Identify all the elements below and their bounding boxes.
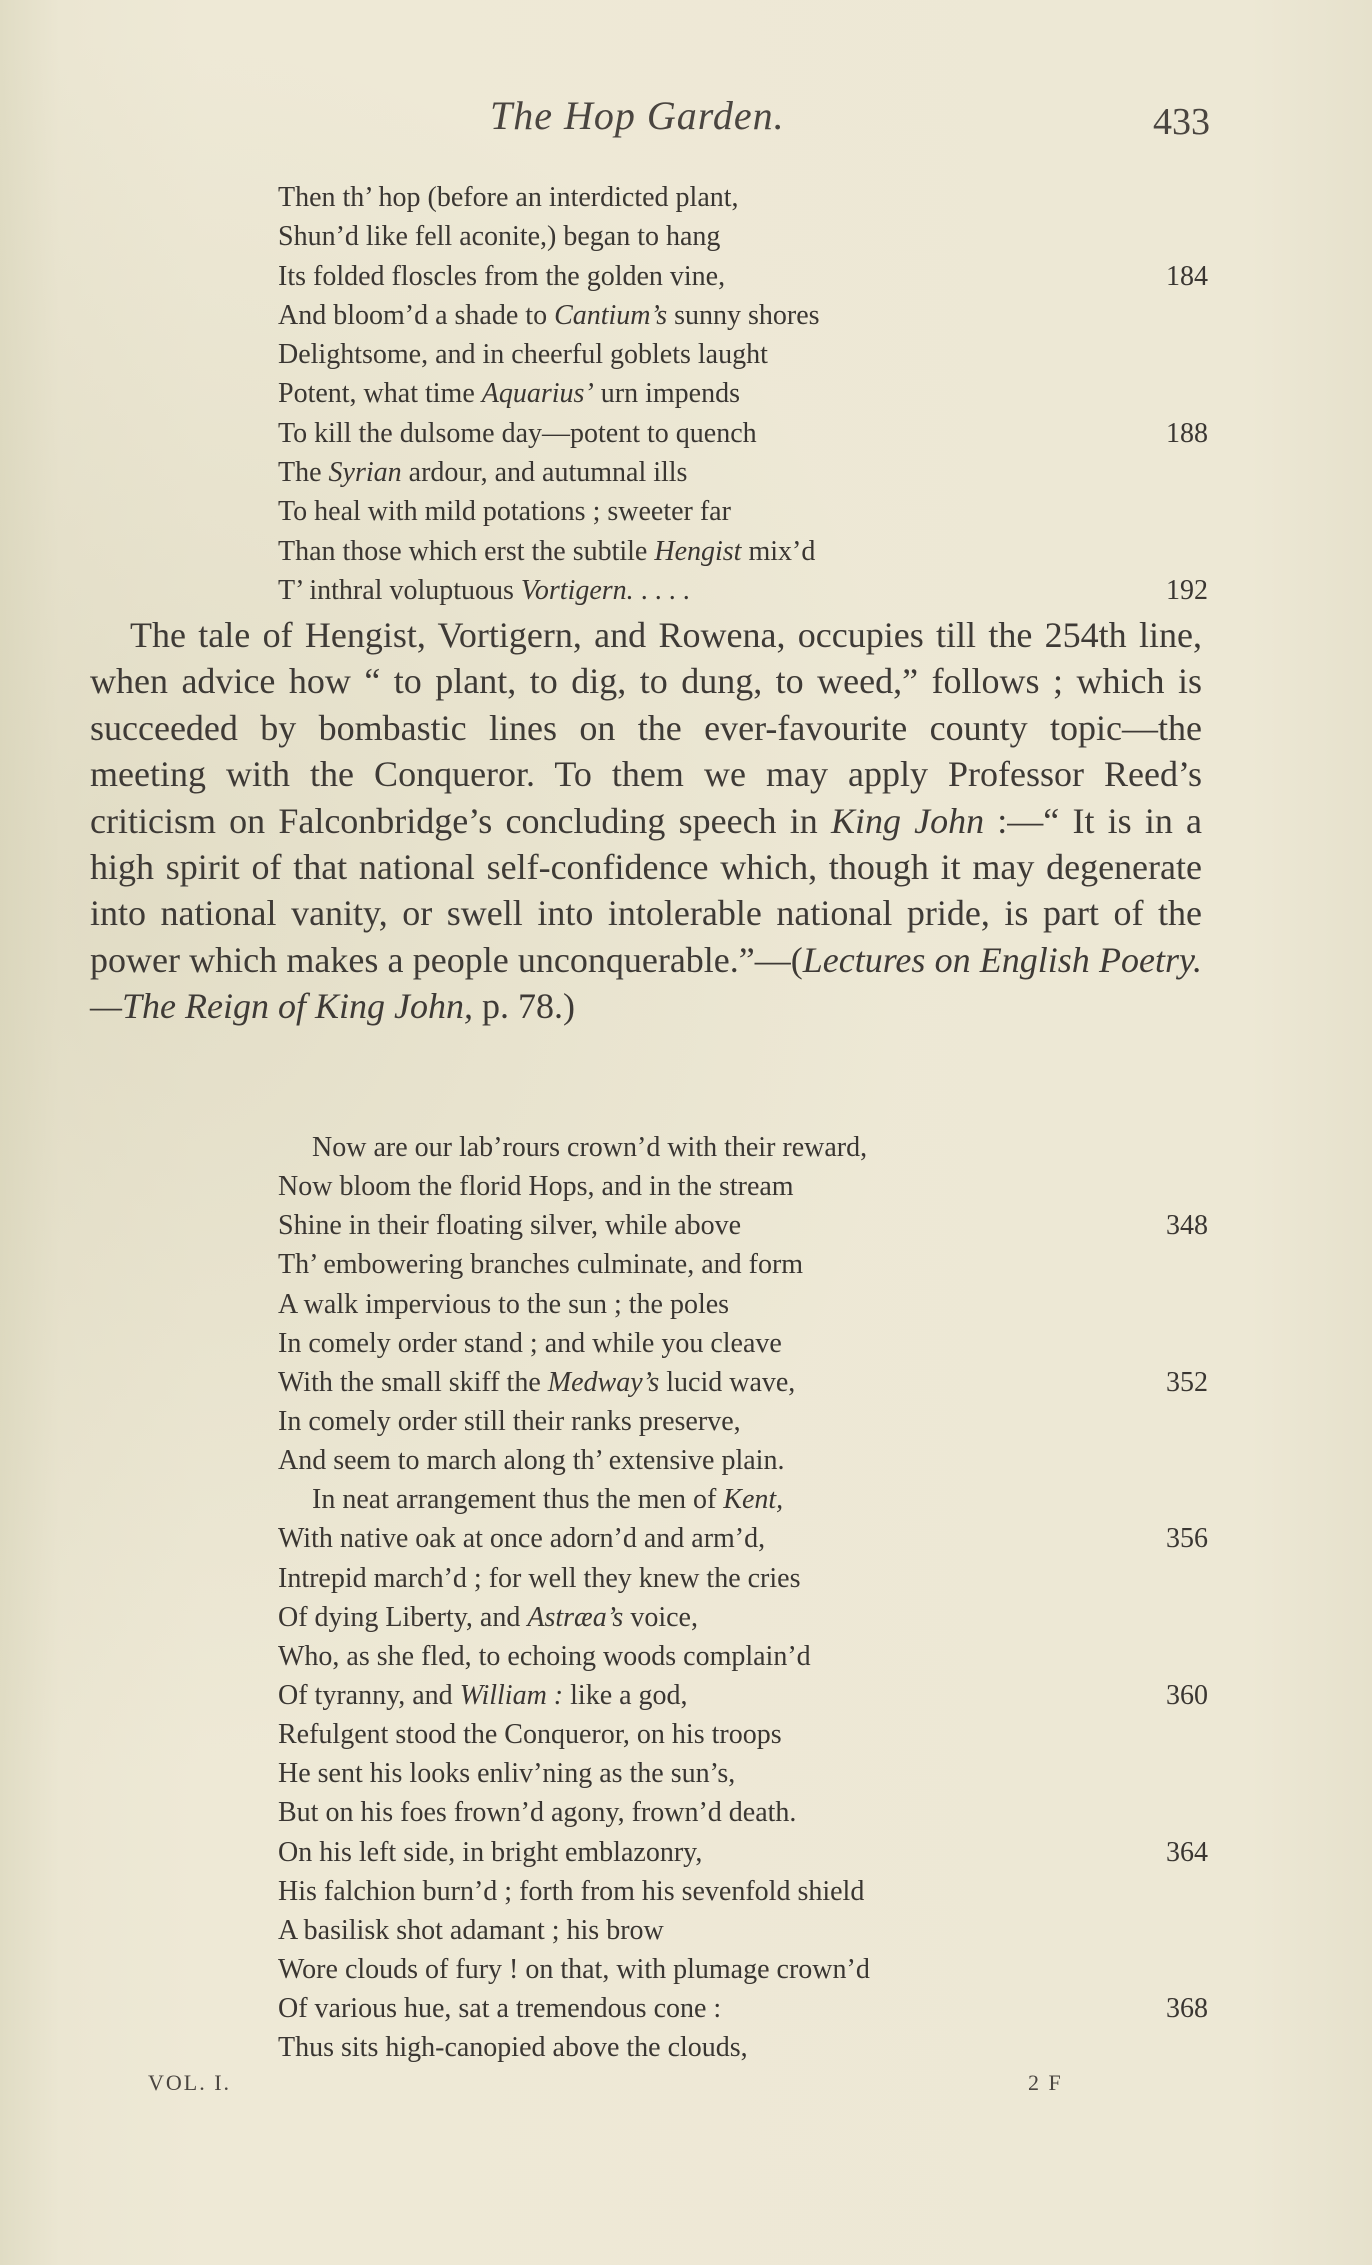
verse-line bbox=[278, 217, 1208, 256]
prose-text-part-1: The tale of Hengist, Vortigern, and Rowena, occupies till the 254th line, when advice how “ to plant, to dig, to dung, to weed,” follows ; which is succeeded by bombastic lines on the ever-favourite county topic—the meeting with the Conqueror. To them we may apply Professor Reed’s criticism on Falconbridge’s concluding speech in bbox=[90, 615, 1202, 841]
verse-line bbox=[278, 1324, 1208, 1363]
running-title: The Hop Garden. bbox=[490, 93, 785, 138]
verse-text: In comely order still their ranks preserve, bbox=[278, 1405, 741, 1437]
verse-line bbox=[278, 571, 1208, 610]
verse-text: In neat arrangement thus the men of bbox=[312, 1484, 724, 1516]
line-number: 352 bbox=[1166, 1366, 1208, 1398]
verse-text-after: sunny shores bbox=[667, 299, 820, 331]
verse-italic-name: William : bbox=[459, 1679, 564, 1711]
verse-text: His falchion burn’d ; forth from his sevenfold shield bbox=[278, 1875, 865, 1907]
verse-line bbox=[278, 1206, 1208, 1245]
line-number: 368 bbox=[1166, 1993, 1208, 2025]
verse-text: Wore clouds of fury ! on that, with plumage crown’d bbox=[278, 1953, 870, 1985]
verse-line bbox=[278, 1285, 1208, 1324]
verse-text: To kill the dulsome day—potent to quench bbox=[278, 417, 757, 449]
verse-text: Shine in their floating silver, while above bbox=[278, 1210, 742, 1242]
verse-text: On his left side, in bright emblazonry, bbox=[278, 1836, 703, 1868]
verse-line bbox=[278, 1754, 1208, 1793]
verse-line bbox=[278, 1245, 1208, 1284]
line-number: 360 bbox=[1166, 1679, 1208, 1711]
verse-italic-name: Hengist bbox=[654, 535, 742, 567]
verse-line bbox=[278, 492, 1208, 531]
verse-line bbox=[278, 1637, 1208, 1676]
verse-text: The bbox=[278, 457, 329, 489]
verse-text: Potent, what time bbox=[278, 378, 482, 410]
verse-text: With the small skiff the bbox=[278, 1366, 548, 1398]
verse-text: Shun’d like fell aconite,) began to hang bbox=[278, 221, 721, 253]
verse-italic-name: Syrian bbox=[328, 457, 402, 489]
verse-text: Of dying Liberty, and bbox=[278, 1601, 528, 1633]
verse-line bbox=[278, 2028, 1208, 2067]
verse-line bbox=[278, 1676, 1208, 1715]
page-footer bbox=[148, 2070, 1088, 2110]
verse-text: Than those which erst the subtile bbox=[278, 535, 655, 567]
verse-block-1 bbox=[278, 178, 1208, 610]
verse-text-after: . . . . bbox=[633, 574, 690, 606]
verse-text: In comely order stand ; and while you cleave bbox=[278, 1327, 782, 1359]
verse-text-after: mix’d bbox=[741, 535, 816, 567]
verse-text: A walk impervious to the sun ; the poles bbox=[278, 1288, 730, 1320]
verse-italic-name: Cantium’s bbox=[554, 299, 668, 331]
verse-line bbox=[278, 1872, 1208, 1911]
verse-line bbox=[278, 178, 1208, 217]
verse-text: T’ inthral voluptuous bbox=[278, 574, 521, 606]
verse-line bbox=[278, 1402, 1208, 1441]
verse-line bbox=[278, 1480, 1208, 1519]
verse-text: Thus sits high-canopied above the clouds, bbox=[278, 2032, 748, 2064]
line-number: 348 bbox=[1166, 1210, 1208, 1242]
verse-text: Intrepid march’d ; for well they knew the cries bbox=[278, 1562, 801, 1594]
verse-text-after: lucid wave, bbox=[659, 1366, 796, 1398]
verse-text: Delightsome, and in cheerful goblets laught bbox=[278, 339, 768, 371]
prose-text-part-2: :—“ It is in a high spirit of that national self-confidence which, though it may degenerate into national vanity, or swell into intolerable national pride, is part of the power which makes a people unconquerable.”—( bbox=[90, 800, 1202, 980]
verse-text: Th’ embowering branches culminate, and form bbox=[278, 1249, 804, 1281]
verse-text: He sent his looks enliv’ning as the sun’s, bbox=[278, 1758, 736, 1790]
verse-line bbox=[278, 1128, 1208, 1167]
verse-text: With native oak at once adorn’d and arm’d, bbox=[278, 1523, 766, 1555]
verse-text-after: ardour, and autumnal ills bbox=[401, 457, 688, 489]
verse-line bbox=[278, 1167, 1208, 1206]
verse-line bbox=[278, 1363, 1208, 1402]
verse-line bbox=[278, 1911, 1208, 1950]
verse-block-2 bbox=[278, 1128, 1208, 2067]
verse-italic-name: Medway’s bbox=[547, 1366, 660, 1398]
verse-line bbox=[278, 1793, 1208, 1832]
verse-line bbox=[278, 1715, 1208, 1754]
line-number: 356 bbox=[1166, 1523, 1208, 1555]
verse-line bbox=[278, 1598, 1208, 1637]
verse-text: And seem to march along th’ extensive plain. bbox=[278, 1445, 785, 1477]
verse-text: But on his foes frown’d agony, frown’d death. bbox=[278, 1797, 797, 1829]
verse-line bbox=[278, 453, 1208, 492]
verse-text: Of various hue, sat a tremendous cone : bbox=[278, 1993, 722, 2025]
verse-text: Now are our lab’rours crown’d with their reward, bbox=[312, 1132, 868, 1163]
verse-text: Then th’ hop (before an interdicted plant, bbox=[278, 182, 739, 213]
verse-text: And bloom’d a shade to bbox=[278, 299, 555, 331]
verse-line bbox=[278, 1441, 1208, 1480]
verse-line bbox=[278, 414, 1208, 453]
line-number: 188 bbox=[1166, 417, 1208, 449]
volume-label: VOL. I. bbox=[148, 2070, 232, 2095]
verse-line bbox=[278, 257, 1208, 296]
verse-line bbox=[278, 296, 1208, 335]
verse-italic-name: Astræa’s bbox=[527, 1601, 624, 1633]
verse-line bbox=[278, 1559, 1208, 1598]
verse-text-after: urn impends bbox=[593, 378, 740, 410]
verse-line bbox=[278, 1989, 1208, 2028]
verse-line bbox=[278, 532, 1208, 571]
signature-mark: 2 F bbox=[1028, 2070, 1063, 2095]
prose-title-lectures: Lectures on English Poetry.—The Reign of King John, bbox=[90, 939, 1202, 1027]
verse-text: A basilisk shot adamant ; his brow bbox=[278, 1914, 664, 1946]
line-number: 364 bbox=[1166, 1836, 1208, 1868]
prose-title-king-john: King John bbox=[830, 800, 985, 841]
prose-text bbox=[90, 612, 1202, 1030]
verse-line bbox=[278, 374, 1208, 413]
verse-text: Refulgent stood the Conqueror, on his troops bbox=[278, 1719, 782, 1751]
verse-italic-name: Kent, bbox=[723, 1484, 784, 1516]
verse-text: Now bloom the florid Hops, and in the stream bbox=[278, 1171, 794, 1203]
page-header bbox=[90, 92, 1210, 152]
line-number: 184 bbox=[1166, 260, 1208, 292]
verse-italic-name: Vortigern. bbox=[520, 574, 634, 606]
verse-text: Its folded floscles from the golden vine, bbox=[278, 260, 726, 292]
verse-text: To heal with mild potations ; sweeter far bbox=[278, 496, 731, 528]
verse-line bbox=[278, 1950, 1208, 1989]
prose-paragraph bbox=[90, 612, 1202, 1030]
page-number: 433 bbox=[1153, 101, 1210, 143]
line-number: 192 bbox=[1166, 574, 1208, 606]
verse-text: Of tyranny, and bbox=[278, 1679, 460, 1711]
verse-line bbox=[278, 1833, 1208, 1872]
prose-text-part-3: p. 78.) bbox=[472, 986, 575, 1027]
verse-text-after: voice, bbox=[623, 1601, 698, 1633]
verse-text: Who, as she fled, to echoing woods complain’d bbox=[278, 1640, 811, 1672]
verse-line bbox=[278, 335, 1208, 374]
verse-line bbox=[278, 1519, 1208, 1558]
verse-italic-name: Aquarius’ bbox=[481, 378, 594, 410]
verse-text-after: like a god, bbox=[563, 1679, 688, 1711]
